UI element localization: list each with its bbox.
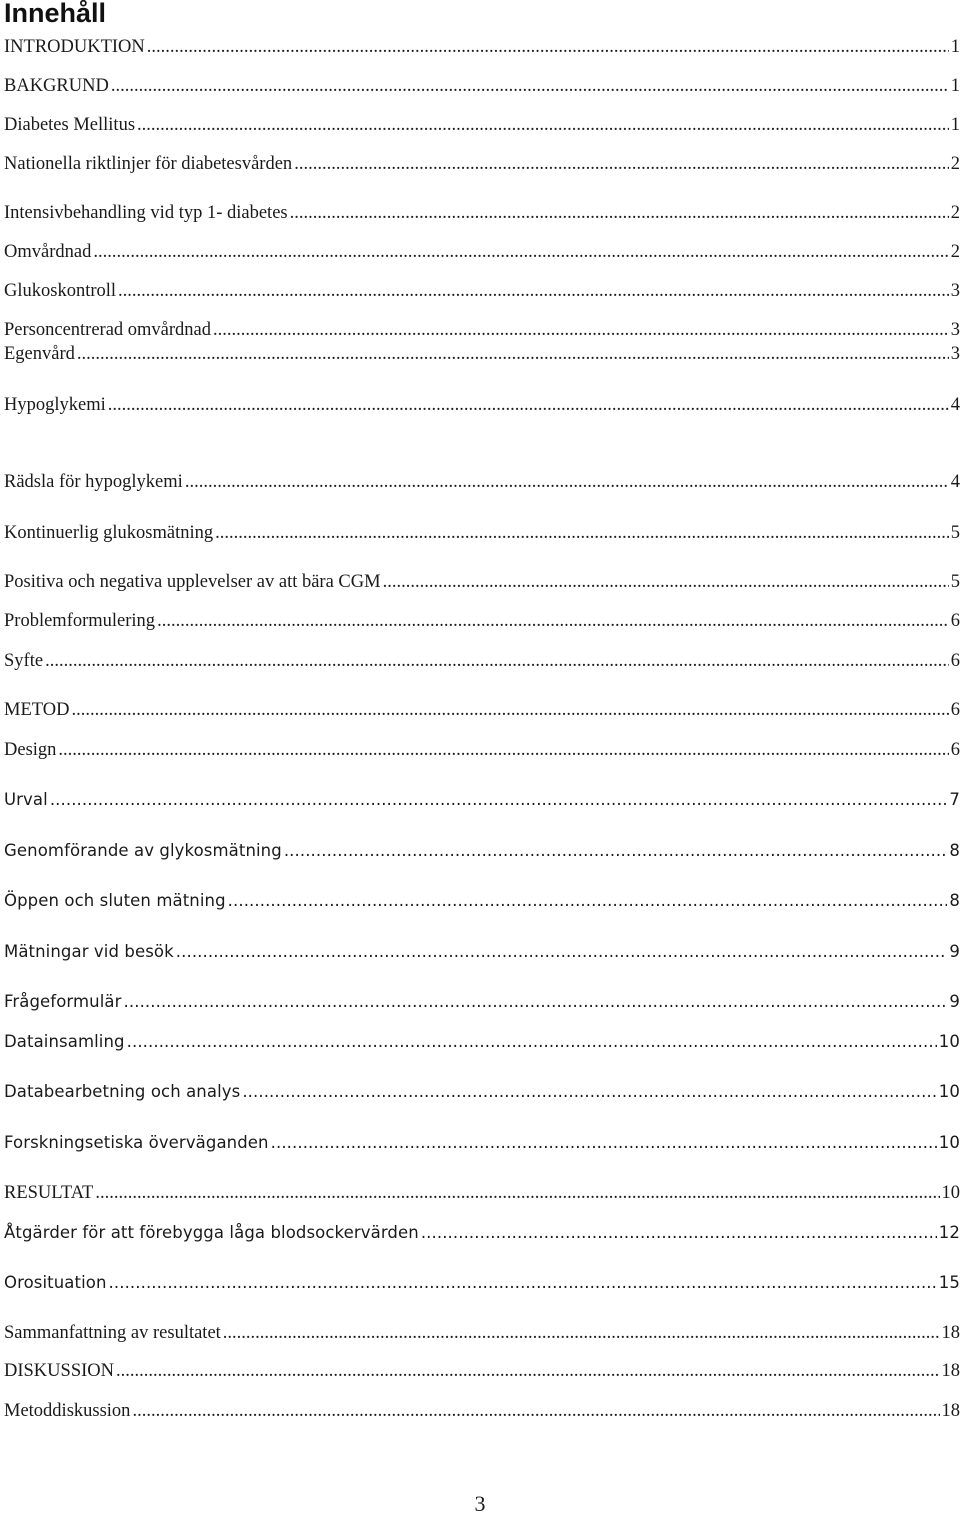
toc-dot-leader bbox=[95, 1181, 939, 1205]
toc-entry-page: 9 bbox=[949, 990, 960, 1014]
toc-dot-leader bbox=[421, 1221, 937, 1245]
toc-dot-leader bbox=[137, 113, 949, 137]
toc-entry-genomforande[interactable] bbox=[4, 839, 960, 863]
toc-dot-leader bbox=[127, 1030, 937, 1054]
toc-entry-page: 5 bbox=[951, 570, 960, 594]
toc-dot-leader bbox=[157, 609, 949, 633]
toc-entry-page: 18 bbox=[942, 1321, 960, 1345]
toc-entry-bakgrund[interactable] bbox=[4, 74, 960, 98]
toc-entry-page: 1 bbox=[951, 113, 960, 137]
toc-entry-databearbetning[interactable] bbox=[4, 1080, 960, 1104]
toc-dot-leader bbox=[213, 318, 949, 342]
toc-entry-page: 10 bbox=[939, 1030, 960, 1054]
toc-dot-leader bbox=[383, 570, 949, 594]
toc-entry-nationella-riktlinjer[interactable] bbox=[4, 152, 960, 176]
toc-entry-page: 12 bbox=[939, 1221, 960, 1245]
toc-dot-leader bbox=[45, 649, 949, 673]
toc-entry-label: Glukoskontroll bbox=[4, 279, 116, 303]
toc-entry-forskningsetiska[interactable] bbox=[4, 1131, 960, 1155]
toc-entry-introduktion[interactable] bbox=[4, 35, 960, 59]
toc-entry-oppen-och-sluten[interactable] bbox=[4, 889, 960, 913]
toc-dot-leader bbox=[185, 470, 949, 494]
toc-entry-page: 1 bbox=[951, 35, 960, 59]
toc-dot-leader bbox=[77, 342, 949, 366]
toc-dot-leader bbox=[58, 738, 948, 762]
toc-entry-positiva-och-negativa[interactable] bbox=[4, 570, 960, 594]
toc-entry-label: Intensivbehandling vid typ 1- diabetes bbox=[4, 201, 288, 225]
toc-entry-page: 9 bbox=[949, 940, 960, 964]
toc-entry-omvardnad[interactable] bbox=[4, 240, 960, 264]
toc-entry-label: DISKUSSION bbox=[4, 1359, 114, 1383]
toc-entry-label: Mätningar vid besök bbox=[4, 940, 174, 964]
toc-entry-frageformular[interactable] bbox=[4, 990, 960, 1014]
toc-entry-label: Metoddiskussion bbox=[4, 1399, 130, 1423]
toc-entry-page: 18 bbox=[942, 1399, 960, 1423]
toc-entry-label: Kontinuerlig glukosmätning bbox=[4, 521, 213, 545]
toc-entry-intensivbehandling[interactable] bbox=[4, 201, 960, 225]
toc-entry-page: 5 bbox=[951, 521, 960, 545]
toc-dot-leader bbox=[116, 1359, 940, 1383]
toc-dot-leader bbox=[50, 788, 948, 812]
toc-dot-leader bbox=[109, 1271, 937, 1295]
toc-entry-atgarder[interactable] bbox=[4, 1221, 960, 1245]
toc-entry-label: Positiva och negativa upplevelser av att bära CGM bbox=[4, 570, 381, 594]
toc-entry-urval[interactable] bbox=[4, 788, 960, 812]
toc-entry-page: 8 bbox=[949, 839, 960, 863]
toc-entry-label: Sammanfattning av resultatet bbox=[4, 1321, 221, 1345]
toc-entry-page: 2 bbox=[951, 152, 960, 176]
toc-entry-metod[interactable] bbox=[4, 698, 960, 722]
toc-dot-leader bbox=[290, 201, 949, 225]
toc-entry-page: 3 bbox=[951, 342, 960, 366]
toc-entry-label: Personcentrerad omvårdnad bbox=[4, 318, 211, 342]
toc-entry-page: 4 bbox=[951, 393, 960, 417]
toc-entry-page: 15 bbox=[939, 1271, 960, 1295]
toc-entry-page: 6 bbox=[951, 609, 960, 633]
toc-entry-page: 10 bbox=[939, 1080, 960, 1104]
toc-dot-leader bbox=[228, 889, 948, 913]
toc-entry-label: Genomförande av glykosmätning bbox=[4, 839, 282, 863]
toc-entry-label: BAKGRUND bbox=[4, 74, 109, 98]
page-title: Innehåll bbox=[4, 0, 106, 30]
toc-entry-page: 6 bbox=[951, 649, 960, 673]
toc-entry-label: METOD bbox=[4, 698, 69, 722]
toc-dot-leader bbox=[271, 1131, 937, 1155]
toc-entry-label: Rädsla för hypoglykemi bbox=[4, 470, 183, 494]
toc-entry-page: 4 bbox=[951, 470, 960, 494]
toc-entry-orosituation[interactable] bbox=[4, 1271, 960, 1295]
toc-entry-label: INTRODUKTION bbox=[4, 35, 145, 59]
toc-entry-label: Åtgärder för att förebygga låga blodsockervärden bbox=[4, 1221, 419, 1245]
toc-dot-leader bbox=[93, 240, 948, 264]
toc-entry-label: Nationella riktlinjer för diabetesvården bbox=[4, 152, 292, 176]
toc-entry-hypoglykemi[interactable] bbox=[4, 393, 960, 417]
toc-entry-metoddiskussion[interactable] bbox=[4, 1399, 960, 1423]
toc-dot-leader bbox=[118, 279, 949, 303]
toc-entry-radsla-for-hypoglykemi[interactable] bbox=[4, 470, 960, 494]
toc-entry-label: Urval bbox=[4, 788, 48, 812]
toc-entry-page: 2 bbox=[951, 240, 960, 264]
toc-entry-label: Forskningsetiska överväganden bbox=[4, 1131, 269, 1155]
toc-entry-label: Öppen och sluten mätning bbox=[4, 889, 226, 913]
toc-entry-glukoskontroll[interactable] bbox=[4, 279, 960, 303]
toc-dot-leader bbox=[124, 990, 948, 1014]
toc-dot-leader bbox=[132, 1399, 939, 1423]
toc-dot-leader bbox=[71, 698, 948, 722]
toc-entry-label: Hypoglykemi bbox=[4, 393, 106, 417]
toc-entry-page: 6 bbox=[951, 698, 960, 722]
toc-dot-leader bbox=[108, 393, 949, 417]
toc-entry-label: Syfte bbox=[4, 649, 43, 673]
toc-dot-leader bbox=[223, 1321, 940, 1345]
toc-entry-design[interactable] bbox=[4, 738, 960, 762]
toc-entry-egenvard[interactable] bbox=[4, 342, 960, 366]
toc-entry-personcentrerad-omvardnad[interactable] bbox=[4, 318, 960, 342]
toc-entry-sammanfattning[interactable] bbox=[4, 1321, 960, 1345]
toc-entry-syfte[interactable] bbox=[4, 649, 960, 673]
toc-entry-label: Frågeformulär bbox=[4, 990, 122, 1014]
toc-entry-resultat[interactable] bbox=[4, 1181, 960, 1205]
toc-entry-datainsamling[interactable] bbox=[4, 1030, 960, 1054]
toc-entry-label: Orosituation bbox=[4, 1271, 107, 1295]
toc-entry-label: RESULTAT bbox=[4, 1181, 93, 1205]
toc-entry-page: 10 bbox=[939, 1131, 960, 1155]
toc-entry-kontinuerlig-glukosmatning[interactable] bbox=[4, 521, 960, 545]
toc-entry-page: 2 bbox=[951, 201, 960, 225]
toc-dot-leader bbox=[215, 521, 949, 545]
toc-dot-leader bbox=[294, 152, 949, 176]
toc-entry-problemformulering[interactable] bbox=[4, 609, 960, 633]
toc-entry-label: Datainsamling bbox=[4, 1030, 125, 1054]
toc-entry-matningar-vid-besok[interactable] bbox=[4, 940, 960, 964]
toc-dot-leader bbox=[284, 839, 948, 863]
toc-entry-page: 10 bbox=[942, 1181, 960, 1205]
toc-entry-page: 6 bbox=[951, 738, 960, 762]
toc-entry-page: 3 bbox=[951, 279, 960, 303]
toc-entry-label: Omvårdnad bbox=[4, 240, 91, 264]
toc-entry-diabetes-mellitus[interactable] bbox=[4, 113, 960, 137]
toc-entry-label: Databearbetning och analys bbox=[4, 1080, 240, 1104]
toc-dot-leader bbox=[111, 74, 949, 98]
toc-entry-label: Design bbox=[4, 738, 56, 762]
toc-entry-page: 18 bbox=[942, 1359, 960, 1383]
toc-entry-page: 3 bbox=[951, 318, 960, 342]
toc-dot-leader bbox=[147, 35, 949, 59]
toc-entry-label: Egenvård bbox=[4, 342, 75, 366]
toc-dot-leader bbox=[176, 940, 948, 964]
toc-entry-label: Problemformulering bbox=[4, 609, 155, 633]
page-number: 3 bbox=[0, 1492, 960, 1516]
toc-dot-leader bbox=[242, 1080, 936, 1104]
toc-entry-page: 7 bbox=[949, 788, 960, 812]
toc-entry-page: 1 bbox=[951, 74, 960, 98]
toc-entry-diskussion[interactable] bbox=[4, 1359, 960, 1383]
toc-entry-page: 8 bbox=[949, 889, 960, 913]
toc-entry-label: Diabetes Mellitus bbox=[4, 113, 135, 137]
